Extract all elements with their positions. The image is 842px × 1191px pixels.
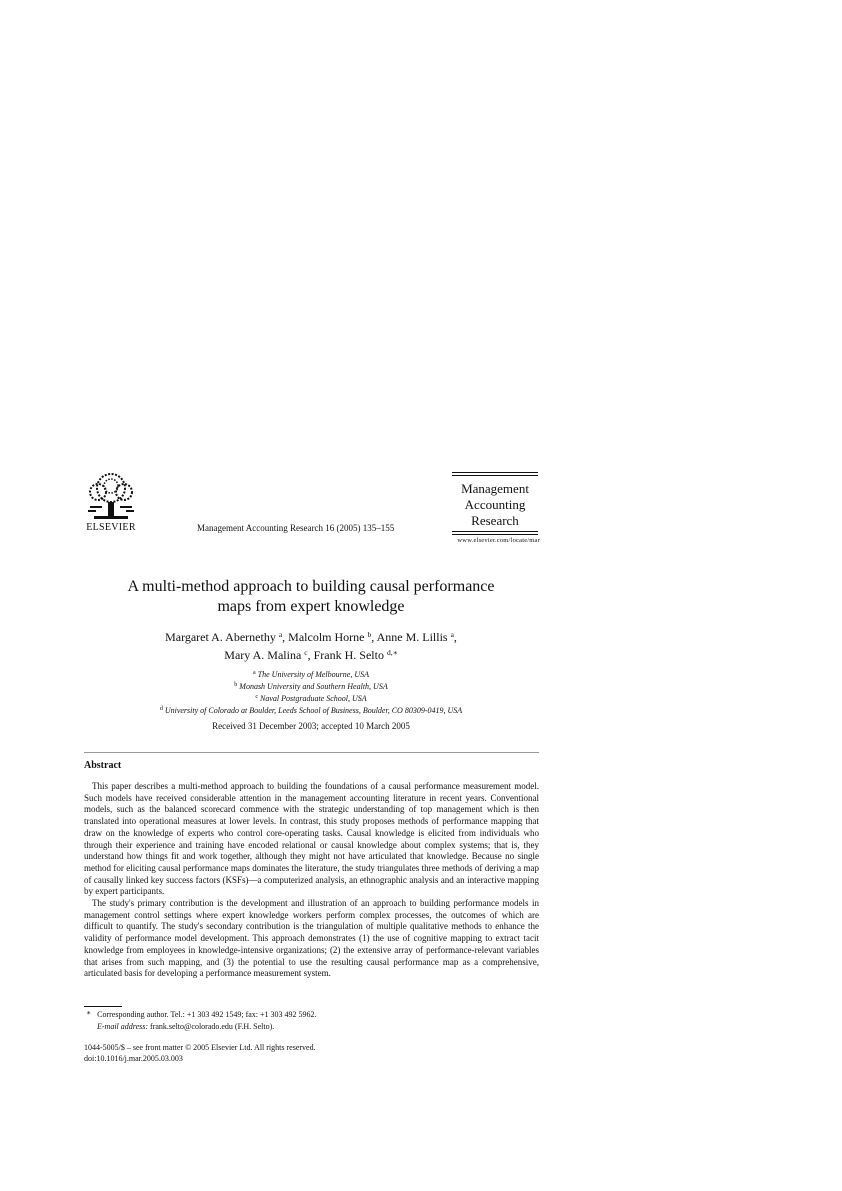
publisher-logo <box>84 472 138 534</box>
section-divider <box>84 752 539 753</box>
logo-rule-bottom-2 <box>452 534 538 535</box>
logo-rule-bottom <box>452 531 538 532</box>
abstract-heading: Abstract <box>84 760 122 771</box>
footnote-mark: ∗ <box>86 1008 92 1017</box>
abstract-paragraph: This paper describes a multi-method approach to building the foundations of a causal performance measurement model. Such models have received considerable attention in the management accounting literature in recent years. Conventional models, such as the balanced scorecard commence with the strategic understanding of top management which is then translated into operational measures at lower levels. In contrast, this study proposes methods of performance mapping that draw on the knowledge of experts who control core-operating tasks. Causal knowledge is elicited from individuals who through their experience and training have encoded relational or causal knowledge about complex systems; that is, they understand how things fit and work together, although they might not have articulated that knowledge. Because no single method for eliciting causal performance maps dominates the literature, the study triangulates three methods of deriving a map of causally linked key success factors (KSFs)—a computerized analysis, an ethnographic analysis and an interactive mapping by expert participants. <box>84 781 539 897</box>
author-line-1: Margaret A. Abernethy $^a$, Malcolm Horne $^b$, Anne M. Lillis $^a$, <box>165 630 457 644</box>
email-address[interactable]: frank.selto@colorado.edu (F.H. Selto). <box>150 1021 275 1031</box>
abstract-paragraph: The study's primary contribution is the development and illustration of an approach to building performance models in management control settings where expert knowledge workers perform complex processes, the outcomes of which are difficult to quantify. The study's secondary contribution is the triangulation of multiple qualitative methods to enhance the validity of performance model development. This approach demonstrates (1) the use of cognitive mapping to extract tacit knowledge from employees in knowledge-intensive organizations; (2) the extensive array of performance-relevant variables that arises from such mapping, and (3) the potential to use the resulting causal performance map as a comprehensive, articulated basis for developing a performance measurement system. <box>84 898 539 979</box>
received-dates: Received 31 December 2003; accepted 10 March 2005 <box>212 721 410 731</box>
author-affiliation-mark: a <box>278 630 283 639</box>
logo-rule-top-2 <box>452 475 538 476</box>
doi[interactable]: doi:10.1016/j.mar.2005.03.003 <box>84 1053 183 1063</box>
journal-name-line2: Accounting <box>464 497 526 512</box>
footnote-text: Corresponding author. Tel.: +1 303 492 1549; fax: +1 303 492 5962. <box>97 1010 317 1019</box>
article-title <box>80 577 542 617</box>
corresponding-author-footnote <box>84 1009 539 1032</box>
footnote-line-2 <box>84 1021 539 1033</box>
footnote-divider <box>84 1006 122 1007</box>
footnote-line-1 <box>84 1009 539 1021</box>
title-line-1: A multi-method approach to building causal performance <box>127 578 495 595</box>
journal-citation: Management Accounting Research 16 (2005) 135–155 <box>197 523 395 533</box>
author-name[interactable]: Frank H. Selto <box>313 648 384 662</box>
author-name[interactable]: Mary A. Malina <box>224 648 302 662</box>
logo-rule-top <box>452 472 538 473</box>
author-line-2: Mary A. Malina $^c$, Frank H. Selto $^{d,∗}$ <box>224 648 398 662</box>
affiliation-item: $^b$ Monash University and Southern Health, USA <box>234 682 388 691</box>
copyright-block <box>84 1043 316 1064</box>
affiliations <box>80 669 542 717</box>
author-name[interactable]: Margaret A. Abernethy <box>165 630 276 644</box>
affiliation-item: $^d$ University of Colorado at Boulder, Leeds School of Business, Boulder, CO 80309-0419, USA <box>159 706 463 715</box>
author-affiliation-mark: d,∗ <box>386 648 398 657</box>
author-name[interactable]: Malcolm Horne <box>288 630 365 644</box>
abstract-body <box>84 781 539 980</box>
author-list <box>80 628 542 664</box>
copyright-line: 1044-5005/$ – see front matter © 2005 Elsevier Ltd. All rights reserved. <box>84 1043 316 1052</box>
journal-name <box>450 478 540 531</box>
affiliation-item: $^c$ Naval Postgraduate School, USA <box>255 694 367 703</box>
journal-name-line3: Research <box>471 513 519 528</box>
journal-url[interactable]: www.elsevier.com/locate/mar <box>457 537 540 544</box>
journal-name-line1: Management <box>461 481 529 496</box>
author-name[interactable]: Anne M. Lillis <box>376 630 448 644</box>
affiliation-item: $^a$ The University of Melbourne, USA <box>253 670 369 679</box>
author-affiliation-mark: a <box>450 630 454 639</box>
author-affiliation-mark: b <box>367 630 372 639</box>
tree-logo-icon <box>84 472 138 520</box>
journal-logo <box>450 472 540 542</box>
title-line-2: maps from expert knowledge <box>217 598 405 615</box>
author-affiliation-mark: c <box>304 648 308 657</box>
publisher-name: ELSEVIER <box>86 522 136 533</box>
email-label: E-mail address: <box>97 1021 149 1031</box>
